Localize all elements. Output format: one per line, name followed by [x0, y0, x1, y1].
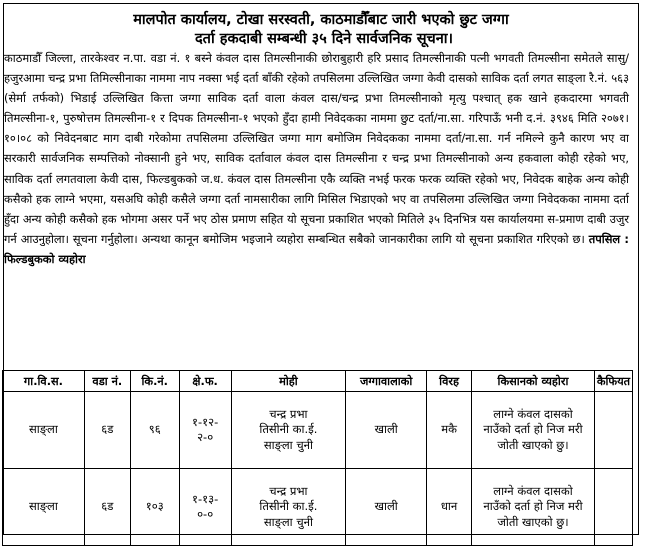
farmer-line: जोती खाएको छु। — [497, 437, 569, 452]
farmer-line: नाउँको दर्ता हो निज मरी — [483, 499, 583, 514]
area-cell — [179, 392, 231, 469]
tenant-line: साङ्ला चुनी — [263, 437, 313, 452]
kitta-cell: १०३ — [130, 469, 179, 546]
notice-body — [4, 48, 629, 269]
tenant-line: तिसीनी का.ई. — [259, 422, 318, 437]
column-header: कैफियत — [594, 371, 632, 392]
tenant-cell — [231, 469, 346, 546]
ward-cell: ६ड — [84, 469, 130, 546]
vdc-cell: साङ्ला — [3, 392, 85, 469]
area-cell — [179, 469, 231, 546]
area-line: २-० — [197, 430, 214, 444]
kitta-cell: ९६ — [130, 392, 179, 469]
column-header: मोही — [231, 371, 346, 392]
column-header: वडा नं. — [84, 371, 130, 392]
schedule-table — [2, 370, 633, 546]
column-header: गा.वि.स. — [3, 371, 85, 392]
tenant-line: साङ्ला चुनी — [263, 514, 313, 529]
notice-title-line-1: मालपोत कार्यालय, टोखा सरस्वती, काठमाडौँबाट जारी भएको छुट जग्गा — [133, 12, 509, 28]
table-row — [3, 392, 633, 469]
area-line: ०-० — [197, 507, 214, 521]
owner-cell: खाली — [346, 392, 427, 469]
farmer-cell — [472, 469, 595, 546]
owner-cell: खाली — [346, 469, 427, 546]
area-line: १-१२- — [192, 414, 219, 429]
notice-title-line-2: दर्ता हकदाबी सम्बन्धी ३५ दिने सार्वजनिक सूचना। — [194, 31, 454, 47]
column-header: किसानको व्यहोरा — [472, 371, 595, 392]
vdc-cell: साङ्ला — [3, 469, 85, 546]
farmer-cell — [472, 392, 595, 469]
notice-title — [4, 11, 638, 49]
tenant-line: चन्द्र प्रभा — [269, 483, 308, 498]
farmer-line: लाग्ने कंवल दासको — [493, 483, 573, 498]
column-header: विरह — [427, 371, 472, 392]
birah-cell: धान — [427, 469, 472, 546]
farmer-line: जोती खाएको छु। — [497, 514, 569, 529]
ward-cell: ६ड — [84, 392, 130, 469]
tenant-cell — [231, 392, 346, 469]
birah-cell: मकै — [427, 392, 472, 469]
remarks-cell — [594, 392, 632, 469]
farmer-line: लाग्ने कंवल दासको — [493, 406, 573, 421]
column-header: जग्गावालाको — [346, 371, 427, 392]
remarks-cell — [594, 469, 632, 546]
tenant-line: चन्द्र प्रभा — [269, 406, 308, 421]
area-line: १-१३- — [192, 491, 219, 506]
table-row — [3, 469, 633, 546]
table-header-row — [3, 371, 633, 392]
column-header: क्षे.फ. — [179, 371, 231, 392]
column-header: कि.नं. — [130, 371, 179, 392]
notice-body-text: काठमाडौँ जिल्ला, तारकेश्वर न.पा. वडा नं. १ बस्ने कंवल दास तिमल्सीनाकी छोराबुहारी हरि प्रसाद तिमल्सीनाकी पत्नी भगवती तिमल्सीना समेतले सासु/हजुरआमा चन्द्र प्रभा तिमिल्सीनाका नाममा नाप नक्सा भई दर्ता बाँकी रहेको तपसिलमा उल्लिखित जग्गा केवी दासको साविक दर्ता लगत साङ्ला रै.नं. ५६३ (सेर्मा तर्फको) भिडाई उल्लिखित कित्ता जग्गा साविक दर्ता वाला कंवल दास/चन्द्र प्रभा तिमल्सीनाको मृत्यु पश्चात् हक खाने हकदारमा भगवती तिमल्सीना-१, पुरुषोत्तम तिमल्सीना-१ र दिपक तिमल्सीना-१ भएको हुँदा हामी निवेदकका नाममा छुट दर्ता/ना.सा. गरिपाऊँ भनी द.नं. ३९४६ मिति २०७१।१०।०८ को निवेदनबाट माग दाबी गरेकोमा तपसिलमा उल्लिखित जग्गा माग बमोजिम निवेदकका नाममा दर्ता/ना.सा. गर्न नमिल्ने कुनै कारण भए वा सरकारी सार्वजनिक सम्पत्तिको नोक्सानी हुने भए, साविक दर्तावाल कंवल दास तिमल्सीना र चन्द्र प्रभा तिमल्सीनाको अन्य हकवाला कोही रहेको भए, साविक दर्ता लगतवाला केवी दास, फिल्डबुकको ज.ध. कंवल दास तिमल्सीना एकै व्यक्ति नभई फरक फरक व्यक्ति रहेको भए, निवेदक बाहेक अन्य कोही कसैको हक लाग्ने भएमा, यसअघि कोही कसैले जग्गा दर्ता नामसारीका लागि मिसिल भिडाएको भए वा तपसिलमा उल्लिखित जग्गा निवेदकका नाममा दर्ता हुँदा अन्य कोही कसैको हक भोगमा असर पर्ने भए ठोस प्रमाण सहित यो सूचना प्रकाशित भएको मितिले ३५ दिनभित्र यस कार्यालयमा स-प्रमाण दाबी उजुर गर्न आउनुहोला। सूचना गर्नुहोला। अन्यथा कानून बमोजिम भइजाने व्यहोरा सम्बन्धित सबैको जानकारीका लागि यो सूचना प्रकाशित गरिएको छ। — [4, 51, 629, 246]
tenant-line: तिसीनी का.ई. — [259, 499, 318, 514]
schedule-label: तपसिल : फिल्डबुकको व्यहोरा — [4, 231, 629, 266]
farmer-line: नाउँको दर्ता हो निज मरी — [483, 422, 583, 437]
